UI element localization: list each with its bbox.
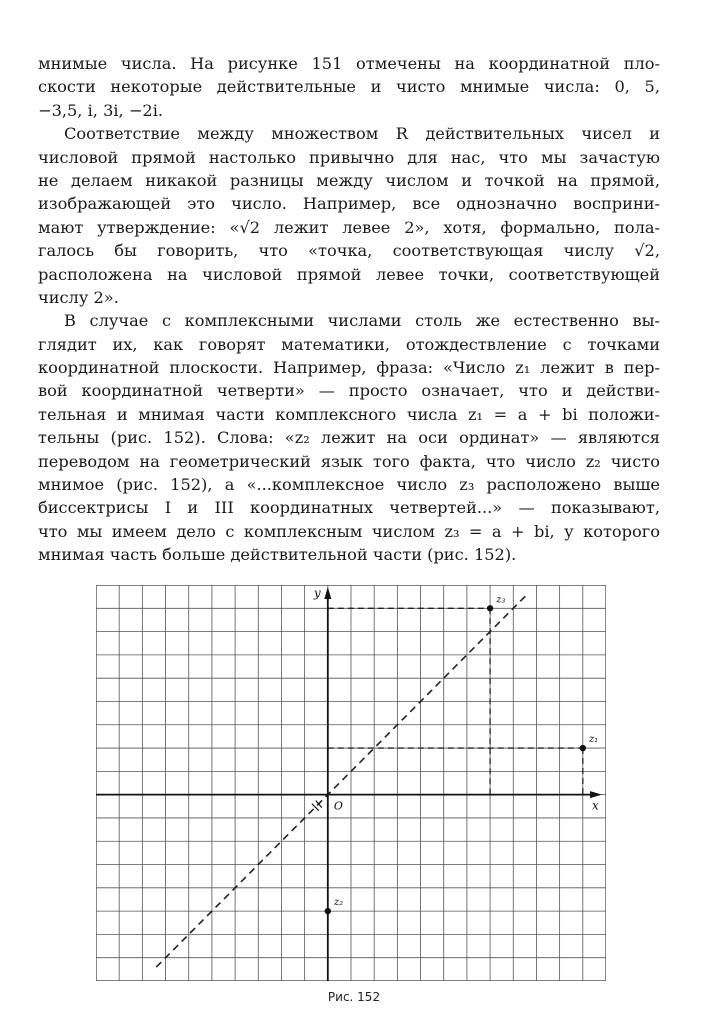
text-line: глядит их, как говорят математики, отождествление с точками <box>38 334 660 354</box>
text-line: мнимое (рис. 152), а «...комплексное число z₃ расположено выше <box>38 475 660 495</box>
text-line: мнимые числа. На рисунке 151 отмечены на координатной пло- <box>38 54 660 73</box>
figure-caption: Рис. 152 <box>327 990 381 1004</box>
text-line: числу 2». <box>38 287 119 307</box>
grid <box>96 585 606 981</box>
text-line: расположена на числовой прямой левее точки, соответствующей <box>38 264 660 284</box>
x-axis-label: x <box>592 798 599 813</box>
text-line: биссектрисы I и III координатных четвертей...» — показывают, <box>38 498 660 518</box>
coordinate-plane-figure <box>96 585 606 981</box>
text-line: координатной плоскости. Например, фраза: «Число z₁ лежит в пер- <box>38 358 660 378</box>
origin-label: O <box>333 799 343 813</box>
point-label: z₂ <box>333 897 344 909</box>
text-line: мают утверждение: «√2 лежит левее 2», хотя, формально, пола- <box>38 217 660 237</box>
point-label: z₁ <box>588 734 599 746</box>
paragraph-2 <box>38 122 660 309</box>
point-marker <box>580 745 586 751</box>
x-axis-arrow <box>590 791 602 798</box>
point-marker <box>487 605 493 611</box>
text-line: −3,5, i, 3i, −2i. <box>38 100 164 120</box>
points <box>325 594 598 914</box>
text-line: скости некоторые действительные и чисто мнимые числа: 0, 5, <box>38 77 660 97</box>
paragraph-1 <box>38 52 660 122</box>
text-line: числовой прямой настолько привычно для нас, что мы зачастую <box>38 147 660 167</box>
text-line: не делаем никакой разницы между числом и точкой на прямой, <box>38 170 660 190</box>
y-axis-arrow <box>324 587 331 599</box>
y-axis-label: y <box>313 586 321 600</box>
paragraph-3 <box>38 309 660 566</box>
text-line: В случае с комплексными числами столь же естественно вы- <box>64 311 660 331</box>
text-line: что мы имеем дело с комплексным числом z₃ = a + bi, у которого <box>38 521 660 541</box>
text-line: Соответствие между множеством R действительных чисел и <box>64 124 660 144</box>
text-line: мнимая часть больше действительной части (рис. 152). <box>38 545 517 565</box>
point-label: z₃ <box>496 594 506 606</box>
point-marker <box>325 908 331 914</box>
text-line: вой координатной четверти» — просто означает, что и действи- <box>38 381 660 401</box>
text-line: переводом на геометрический язык того факта, что число z₂ чисто <box>38 451 660 471</box>
body-text <box>38 52 660 567</box>
text-line: тельны (рис. 152). Слова: «z₂ лежит на оси ординат» — являются <box>38 428 660 448</box>
text-line: галось бы говорить, что «точка, соответствующая числу √2, <box>38 241 660 261</box>
text-line: тельная и мнимая части комплексного числа z₁ = a + bi положи- <box>38 404 660 424</box>
text-line: изображающей это число. Например, все однозначно восприни- <box>38 194 660 214</box>
